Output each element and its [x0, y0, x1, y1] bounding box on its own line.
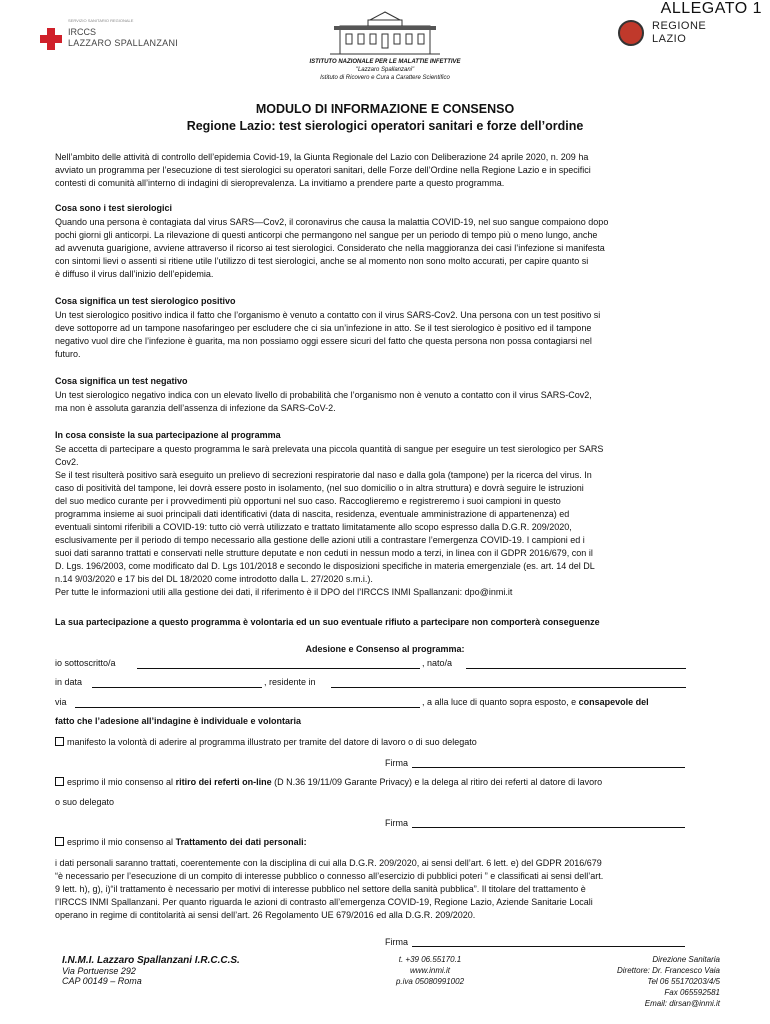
signature-field-1[interactable] [412, 767, 685, 768]
footer-direzione: Direzione Sanitaria Direttore: Dr. Francesco Vaia Tel 06 55170203/4/5 Fax 065592581 Email: dirsan@inmi.it [617, 955, 720, 1008]
voluntary-notice: La sua partecipazione a questo programma è volontaria ed un suo eventuale rifiuto a partecipare non comporterà conseguenze [55, 617, 600, 627]
section1-heading: Cosa sono i test sierologici [55, 203, 173, 213]
page-title: MODULO DI INFORMAZIONE E CONSENSO [255, 102, 515, 116]
irccs-logo-line1: IRCCS [68, 27, 97, 37]
name-field[interactable] [137, 668, 420, 669]
irccs-ssr-text: SERVIZIO SANITARIO REGIONALE [68, 18, 134, 23]
residence-field[interactable] [331, 687, 686, 688]
lazio-text: LAZIO [652, 33, 687, 45]
form-text-volontaria: fatto che l’adesione all’indagine è individuale e volontaria [55, 716, 302, 726]
allegato-label: ALLEGATO 1 [660, 0, 762, 17]
form-text-consapevole: , a alla luce di quanto sopra esposto, e consapevole del [422, 697, 649, 707]
signature-field-3[interactable] [412, 946, 685, 947]
checkbox-privacy[interactable] [55, 837, 64, 846]
privacy-paragraph: i dati personali saranno trattati, coerentemente con la disciplina di cui alla D.G.R. 209/2020, ai sensi dell’art. 6 lett. e) del GDPR 2016/679 “è necessario per l’esecuzione di un compito di interesse pubblico o connesso all’esercizio di pubblici poteri ” e classificati ai sensi dell’art. 9 lett. h), g), i)“il trattamento è necessario per motivi di interesse pubblico nel settore della sanità pubblica”. Il titolare del trattamento è l’IRCCS INMI Spallanzani. Per quanto riguarda le azioni di contrasto all’emergenza COVID-19, Regione Lazio, Aziende Sanitarie Locali operano in regime di contitolarità ai sensi dell’art. 26 Regolamento UE 679/2016 ed alla D.G.R. 209/2020. [55, 858, 604, 920]
section3-paragraph: Un test sierologico negativo indica con un elevato livello di probabilità che l’organismo non è venuto a contatto con il virus SARS-Cov2, ma non è assoluta garanzia dell’assenza di infezione da SARS-CoV-2. [55, 390, 592, 413]
checkbox-privacy-row[interactable]: esprimo il mio consenso al Trattamento dei dati personali: [55, 837, 307, 847]
footer-cap: CAP 00149 – Roma [62, 976, 142, 986]
section3-heading: Cosa significa un test negativo [55, 376, 188, 386]
irccs-logo [40, 18, 190, 58]
institute-subname: "Lazzaro Spallanzani" [355, 67, 415, 73]
checkbox-adesione[interactable] [55, 737, 64, 746]
footer-email[interactable]: Email: dirsan@inmi.it [644, 999, 720, 1008]
section4-heading: In cosa consiste la sua partecipazione al programma [55, 430, 281, 440]
intro-paragraph: Nell’ambito delle attività di controllo dell’epidemia Covid-19, la Giunta Regionale del Lazio con Deliberazione 24 aprile 2020, n. 209 ha avviato un programma per l’esecuzione di test sierologici su operatori sanitari, delle Forze dell’Ordine nella Regione Lazio e in specifici contesti di comunità all’interno di indagini di sieroprevalenza. La invitiamo a prendere parte a questo programma. [55, 152, 591, 188]
checkbox-referti[interactable] [55, 777, 64, 786]
signature-field-2[interactable] [412, 827, 685, 828]
footer-contacts [360, 954, 500, 987]
footer-institute-name: I.N.M.I. Lazzaro Spallanzani I.R.C.C.S. [62, 955, 240, 966]
section4-paragraph: Se accetta di partecipare a questo programma le sarà prelevata una piccola quantità di sangue per eseguire un test sierologico per SARS Cov2. Se il test risulterà positivo sarà eseguito un prelievo di secrezioni respiratorie dal naso e dalla gola (tampone) per la ricerca del virus. In caso di positività del tampone, lei dovrà essere posto in isolamento, (nel suo domicilio o in altra struttura) e dovrà seguire le istruzioni del suo medico curante per i provvedimenti più opportuni nel suo caso. Raccoglieremo e registreremo i suoi campioni in questo programma insieme ai suoi principali dati identificativi (data di nascita, residenza, eventuale amministrazione di appartenenza) ed eventuali sintomi riferibili a COVID-19: tutto ciò verrà utilizzato e trattato limitatamente allo scopo espresso dalla D.G.R. 209/2020, esclusivamente per il periodo di tempo necessario alla gestione delle azioni utili a contrastare l’emergenza COVID-19. I campioni ed i suoi dati saranno trattati e conservati nelle strutture deputate e non ceduti in nessun modo a terzi, in linea con il GDPR 2016/679, con il D. Lgs. 196/2003, come modificato dal D. Lgs 101/2018 e secondo le disposizioni specifiche in materia emergenziale (es. art. 14 del DL n.14 9/03/2020 e 17 bis del DL 18/2020 come introdotto dalla L. 27/2020 s.m.i.). Per tutte le informazioni utili alla gestione dei dati, il riferimento è il DPO del l’IRCCS INMI Spallanzani: dpo@inmi.it [55, 444, 604, 597]
footer-piva: p.iva 05080991002 [395, 977, 465, 986]
footer-address [62, 955, 240, 986]
firma-label-1: Firma [385, 758, 408, 768]
birthplace-field[interactable] [466, 668, 686, 669]
checkbox-referti-row[interactable]: esprimo il mio consenso al ritiro dei referti on-line (D N.36 19/11/09 Garante Privacy) e la delega al ritiro dei referti al datore di lavoro [55, 777, 602, 787]
form-heading: Adesione e Consenso al programma: [305, 644, 465, 654]
red-cross-icon [40, 28, 62, 50]
form-label-via: via [55, 697, 67, 707]
institute-type: Istituto di Ricovero e Cura a Carattere Scientifico [320, 75, 450, 81]
form-text-delegato: o suo delegato [55, 797, 115, 807]
regione-text: REGIONE [652, 20, 707, 32]
footer-street: Via Portuense 292 [62, 966, 136, 976]
regione-emblem-icon [618, 20, 644, 46]
footer-phone: t. +39 06.55170.1 [398, 955, 462, 964]
page-subtitle: Regione Lazio: test sierologici operatori sanitari e forze dell’ordine [186, 119, 584, 133]
footer-website[interactable]: www.inmi.it [409, 966, 450, 975]
firma-label-2: Firma [385, 818, 408, 828]
checkbox-adesione-row[interactable]: manifesto la volontà di aderire al programma illustrato per tramite del datore di lavoro o di suo delegato [55, 737, 477, 747]
section2-heading: Cosa significa un test sierologico positivo [55, 296, 236, 306]
firma-label-3: Firma [385, 937, 408, 947]
section2-paragraph: Un test sierologico positivo indica il fatto che l’organismo è venuto a contatto con il virus SARS-Cov2. Una persona con un test positivo si deve sottoporre ad un tampone nasofaringeo per escludere che ci sia un’infezione in atto. Se il test sierologico è positivo ed il tampone negativo vuol dire che l’infezione è guarita, ma non possiamo oggi essere sicuri del fatto che questa persona non possa contagiarsi nel futuro. [55, 310, 601, 359]
form-label-sottoscritto: io sottoscritto/a [55, 658, 116, 668]
institute-name: ISTITUTO NAZIONALE PER LE MALATTIE INFETTIVE [309, 59, 461, 65]
irccs-logo-line2: LAZZARO SPALLANZANI [68, 38, 179, 48]
building-logo-icon [320, 10, 450, 58]
section1-paragraph: Quando una persona è contagiata dal virus SARS—Cov2, il coronavirus che causa la malattia COVID-19, nel suo sangue compaiono dopo pochi giorni gli anticorpi. La rilevazione di questi anticorpi che permangono nel sangue per un periodo di tempo più o meno lungo, anche ad avvenuta guarigione, avviene attraverso il ricorso ai test sierologici. Considerato che nella maggioranza dei casi l’infezione si manifesta con sintomi lievi o assenti si ritiene utile l’utilizzo di test sierologici, anche se al momento non sono molto accurati, per capire quanto si è diffuso il virus dall’inizio dell’epidemia. [55, 217, 609, 279]
form-label-data: in data [55, 677, 83, 687]
street-field[interactable] [75, 707, 420, 708]
form-label-residente: , residente in [264, 677, 316, 687]
form-label-nato: , nato/a [422, 658, 453, 668]
regione-lazio-logo [618, 20, 748, 48]
birthdate-field[interactable] [92, 687, 262, 688]
